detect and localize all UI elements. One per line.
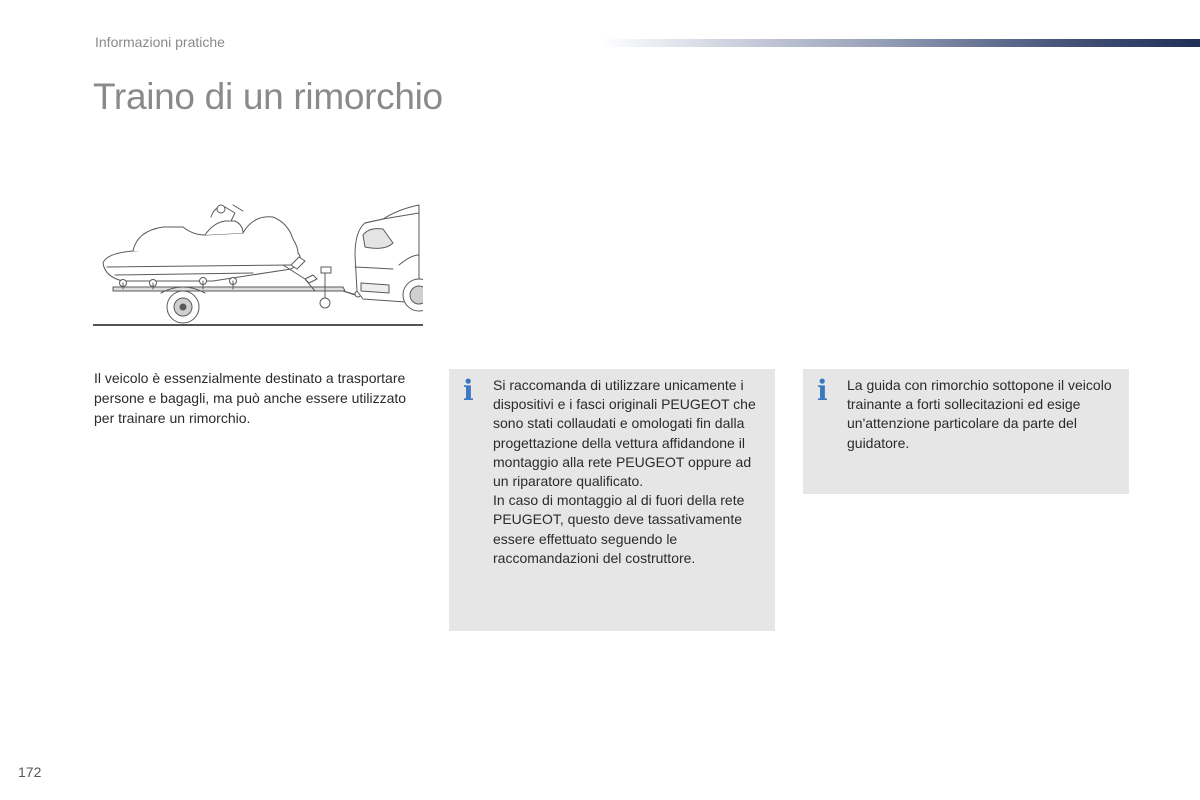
info-paragraph: La guida con rimorchio sottopone il veicolo trainante a forti sollecitazioni ed esige un'attenzione particolare da parte del guidatore. <box>847 377 1112 451</box>
info-icon: i <box>817 374 828 407</box>
page-title: Traino di un rimorchio <box>93 76 443 117</box>
info-paragraph: In caso di montaggio al di fuori della rete PEUGEOT, questo deve tassativamente essere effettuato seguendo le raccomandazioni del costruttore. <box>493 492 745 566</box>
info-box-driving-stress <box>803 369 1129 494</box>
info-icon: i <box>463 374 474 407</box>
page-number: 172 <box>18 764 42 780</box>
car-towing-jetski-trailer-illustration <box>93 195 423 330</box>
section-label: Informazioni pratiche <box>95 34 225 50</box>
info-text <box>847 376 1122 453</box>
info-text <box>493 376 768 568</box>
info-paragraph: Si raccomanda di utilizzare unicamente i dispositivi e i fasci originali PEUGEOT che sono stati collaudati e omologati fin dalla progettazione della vettura affidandone il montaggio alla rete PEUGEOT oppure ad un riparatore qualificato. <box>493 377 756 490</box>
info-box-original-devices <box>449 369 775 631</box>
header-gradient-bar <box>600 39 1200 47</box>
intro-paragraph: Il veicolo è essenzialmente destinato a trasportare persone e bagagli, ma può anche essere utilizzato per trainare un rimorchio. <box>94 370 407 426</box>
